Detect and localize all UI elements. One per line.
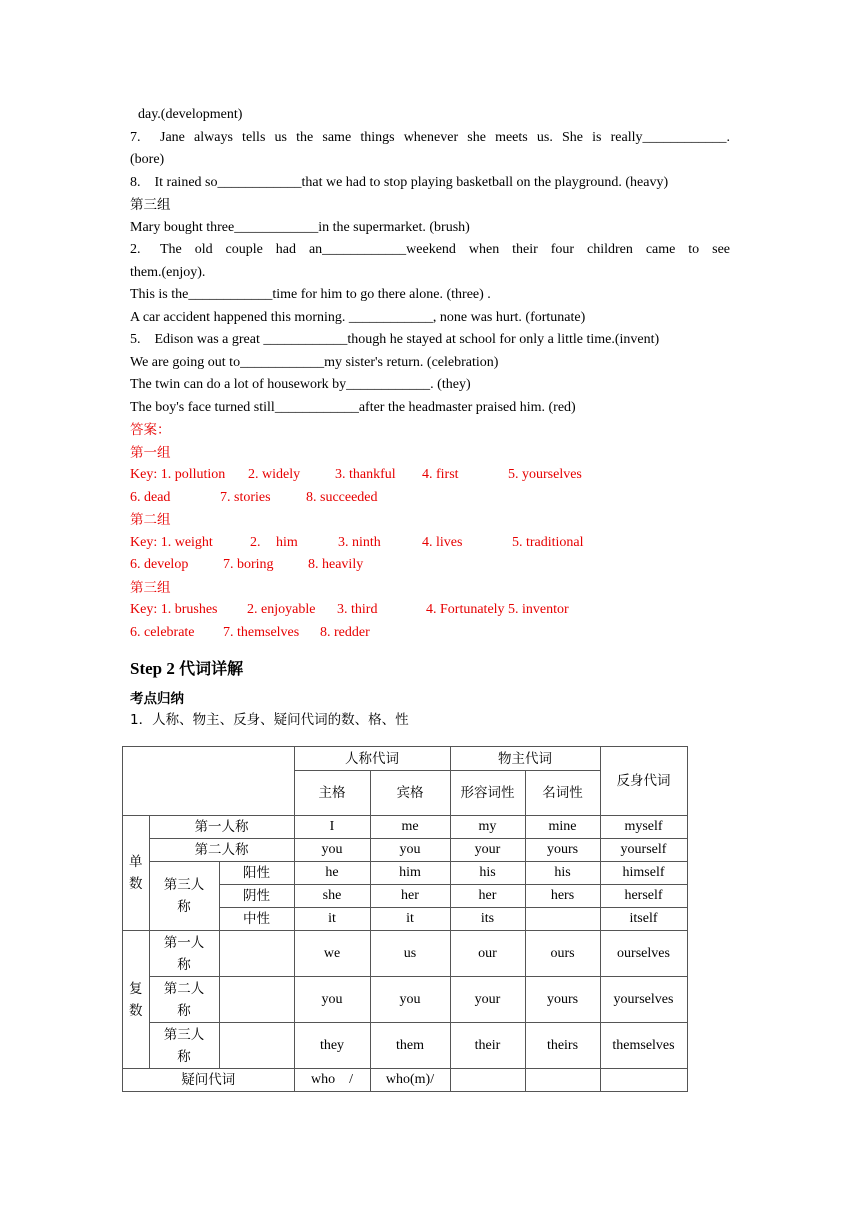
- table-cell: it: [294, 908, 370, 931]
- exercise-g3-2-cont: them.(enjoy).: [130, 264, 206, 280]
- q7-number: 7.: [130, 129, 141, 145]
- table-cell: I: [294, 816, 370, 839]
- answer-item: 4. lives: [422, 534, 463, 550]
- answer-item: 5. traditional: [512, 534, 584, 550]
- header-object: 宾格: [370, 771, 450, 816]
- exercise-g3-5: 5. Edison was a great ____________though he stayed at school for only a little time.(invent): [130, 332, 660, 347]
- header-subject: 主格: [294, 771, 370, 816]
- table-cell: itself: [600, 908, 687, 931]
- table-cell: we: [294, 931, 370, 977]
- section-heading: [130, 657, 730, 681]
- answers-group1-row2: [130, 487, 730, 510]
- table-cell: who /: [294, 1069, 370, 1092]
- answer-item: 2. enjoyable: [247, 602, 316, 617]
- header-noun: 名词性: [525, 771, 600, 816]
- answer-item: 3. thankful: [335, 467, 396, 482]
- table-cell: ourselves: [600, 931, 687, 977]
- section-heading-cn: 代词详解: [179, 659, 244, 678]
- table-cell: your: [450, 839, 525, 862]
- table-cell: hers: [525, 885, 600, 908]
- table-cell: who(m)/: [370, 1069, 450, 1092]
- table-cell: theirs: [525, 1023, 600, 1069]
- table-cell: herself: [600, 885, 687, 908]
- table-cell: his: [450, 862, 525, 885]
- table-cell-empty: [219, 1023, 294, 1069]
- table-cell: their: [450, 1023, 525, 1069]
- table-cell: his: [525, 862, 600, 885]
- answer-item: Key: 1. pollution: [130, 467, 226, 482]
- label-masculine: 阳性: [219, 862, 294, 885]
- answer-item: Key: 1. weight: [130, 534, 213, 550]
- g3-2-text: The old couple had an____________weekend when their four children came to see: [160, 242, 730, 257]
- table-cell: myself: [600, 816, 687, 839]
- table-cell: yours: [525, 839, 600, 862]
- table-cell: they: [294, 1023, 370, 1069]
- table-cell: them: [370, 1023, 450, 1069]
- table-cell: he: [294, 862, 370, 885]
- answer-item: 2. widely: [248, 467, 301, 482]
- table-cell: my: [450, 816, 525, 839]
- answers-group2-row2: [130, 554, 730, 577]
- table-cell-empty: [219, 931, 294, 977]
- answer-item: 8. succeeded: [306, 489, 378, 505]
- answer-item: him: [276, 534, 298, 550]
- table-cell: himself: [600, 862, 687, 885]
- table-cell: you: [294, 977, 370, 1023]
- exercise-q8: 8. It rained so____________that we had to stop playing basketball on the playground. (heavy): [130, 174, 669, 190]
- answer-item: 5. yourselves: [508, 467, 582, 482]
- table-cell: it: [370, 908, 450, 931]
- point-text: 1．人称、物主、反身、疑问代词的数、格、性: [130, 712, 409, 728]
- group-heading: 第三组: [130, 197, 171, 213]
- header-possessive: 物主代词: [450, 747, 600, 771]
- answer-item: 7. boring: [223, 557, 274, 572]
- label-second-person: 第二人称: [149, 839, 294, 862]
- exercise-g3-6: We are going out to____________my sister's return. (celebration): [130, 354, 499, 370]
- answers-group1-heading: 第一组: [130, 444, 171, 461]
- exercise-g3-2: [130, 239, 730, 262]
- table-cell: [450, 1069, 525, 1092]
- label-first-person: 第一人称: [149, 816, 294, 839]
- answers-group2-heading: 第二组: [130, 512, 171, 528]
- answer-item: 8. redder: [320, 624, 370, 640]
- answers-group3-row1: [130, 599, 730, 622]
- g3-2-number: 2.: [130, 242, 141, 257]
- label-interrogative: 疑问代词: [123, 1069, 295, 1092]
- table-cell: her: [370, 885, 450, 908]
- table-cell: [525, 908, 600, 931]
- table-cell: yourself: [600, 839, 687, 862]
- answer-item: 8. heavily: [308, 557, 364, 572]
- table-cell: yourselves: [600, 977, 687, 1023]
- exercise-q7: [130, 127, 730, 150]
- table-cell: you: [370, 839, 450, 862]
- answer-item: 3. third: [337, 602, 378, 617]
- table-cell: your: [450, 977, 525, 1023]
- label-feminine: 阴性: [219, 885, 294, 908]
- document-body: [130, 104, 730, 731]
- answer-item: 6. celebrate: [130, 624, 195, 640]
- header-reflexive: 反身代词: [600, 747, 687, 816]
- answer-item: 7. stories: [220, 489, 271, 505]
- answers-group2-row1: [130, 532, 730, 555]
- table-cell: you: [370, 977, 450, 1023]
- pronoun-table: [122, 746, 688, 1092]
- label-singular: 单数: [123, 816, 150, 931]
- label-second-person: 第二人称: [149, 977, 219, 1023]
- section-heading-en: Step 2: [130, 659, 175, 678]
- table-cell-empty: [219, 977, 294, 1023]
- table-cell: its: [450, 908, 525, 931]
- header-adjective: 形容词性: [450, 771, 525, 816]
- label-plural: 复数: [123, 931, 150, 1069]
- q7-text: Jane always tells us the same things whenever she meets us. She is really____________.: [160, 129, 730, 145]
- label-third-person: 第三人称: [149, 1023, 219, 1069]
- answer-item: 3. ninth: [338, 534, 381, 550]
- table-cell: ours: [525, 931, 600, 977]
- exercise-g3-3: This is the____________time for him to go there alone. (three) .: [130, 287, 491, 302]
- answers-group3-heading: 第三组: [130, 579, 171, 596]
- table-cell: him: [370, 862, 450, 885]
- exercise-g3-1: Mary bought three____________in the supermarket. (brush): [130, 219, 470, 235]
- table-cell: [600, 1069, 687, 1092]
- exercise-g3-8: The boy's face turned still____________after the headmaster praised him. (red): [130, 399, 576, 415]
- subsection-heading: 考点归纳: [130, 691, 184, 707]
- table-cell: mine: [525, 816, 600, 839]
- answer-item: 2.: [250, 534, 261, 550]
- table-cell: yours: [525, 977, 600, 1023]
- table-cell: me: [370, 816, 450, 839]
- label-neuter: 中性: [219, 908, 294, 931]
- exercise-line: day.(development): [138, 107, 243, 122]
- label-third-person: 第三人称: [149, 862, 219, 931]
- answer-item: 7. themselves: [223, 624, 300, 640]
- answers-title: 答案：: [130, 422, 171, 438]
- answer-item: 4. Fortunately 5. inventor: [426, 602, 569, 617]
- answer-item: 6. develop: [130, 557, 189, 572]
- exercise-q7-hint: (bore): [130, 152, 165, 167]
- table-cell: you: [294, 839, 370, 862]
- answer-item: Key: 1. brushes: [130, 602, 218, 617]
- answer-item: 6. dead: [130, 489, 171, 505]
- header-personal: 人称代词: [294, 747, 450, 771]
- table-cell: she: [294, 885, 370, 908]
- answers-group3-row2: [130, 622, 730, 645]
- answers-group1-row1: [130, 464, 730, 487]
- table-cell: our: [450, 931, 525, 977]
- table-cell: us: [370, 931, 450, 977]
- exercise-g3-7: The twin can do a lot of housework by____________. (they): [130, 377, 471, 392]
- table-cell: themselves: [600, 1023, 687, 1069]
- exercise-g3-4: A car accident happened this morning. ____________, none was hurt. (fortunate): [130, 309, 586, 325]
- table-cell: her: [450, 885, 525, 908]
- table-corner-cell: [123, 747, 295, 816]
- label-first-person: 第一人称: [149, 931, 219, 977]
- table-cell: [525, 1069, 600, 1092]
- answer-item: 4. first: [422, 467, 459, 482]
